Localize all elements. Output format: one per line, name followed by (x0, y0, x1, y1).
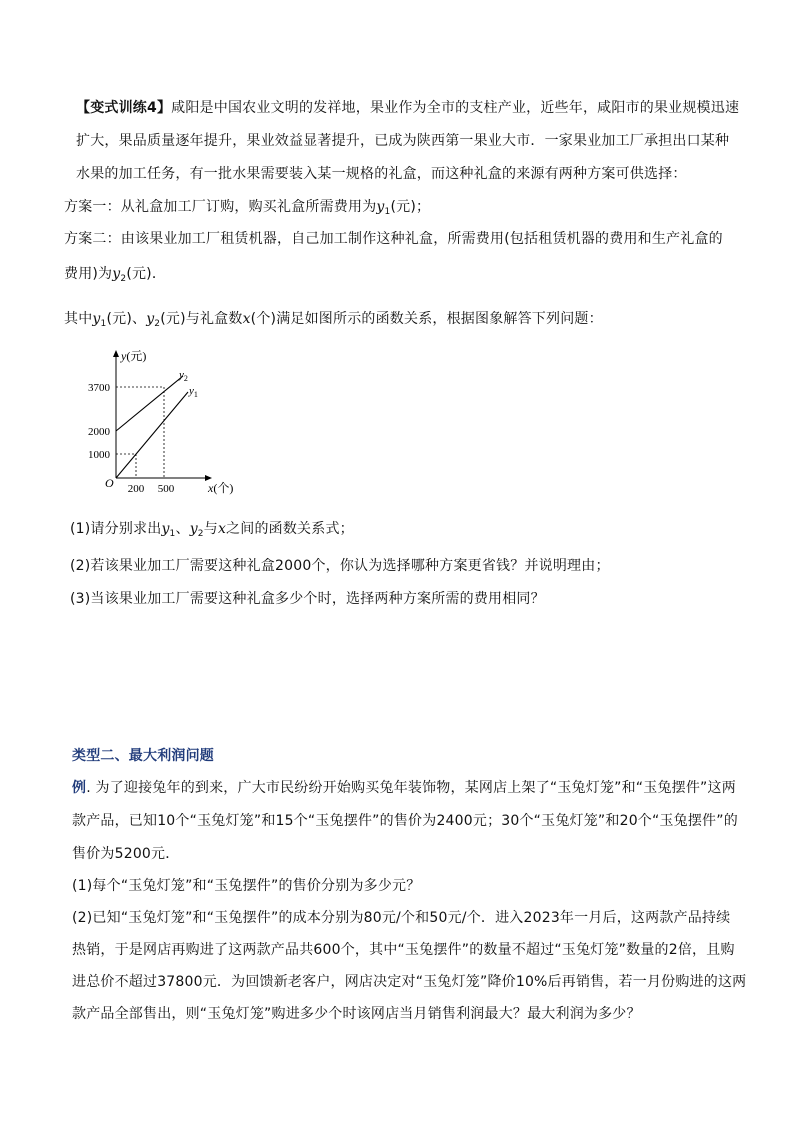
line-y1 (116, 392, 188, 478)
example-line2: 款产品，已知10个“玉兔灯笼”和15个“玉兔摆件”的售价为2400元；30个“玉兔灯笼”和20个“玉兔摆件”的 (72, 813, 738, 829)
y-tick-2000: 2000 (88, 426, 110, 438)
question-3: (3)当该果业加工厂需要这种礼盒多少个时，选择两种方案所需的费用相同？ (70, 591, 545, 607)
line-y2 (116, 376, 183, 431)
y-tick-1000: 1000 (88, 449, 110, 461)
x-tick-200: 200 (127, 483, 145, 495)
example-question-2-line4: 款产品全部售出，则“玉兔灯笼”购进多少个时该网店当月销售利润最大？最大利润为多少？ (72, 1006, 641, 1022)
question-1: (1)请分别求出$y_1$、$y_2$与x之间的函数关系式； (70, 521, 354, 539)
question-2: (2)若该果业加工厂需要这种礼盒2000个，你认为选择哪种方案更省钱？并说明理由； (70, 558, 610, 574)
x-axis-label: x(个) (208, 481, 234, 495)
example-line3: 售价为5200元． (72, 846, 180, 862)
label-y2: $y_2$ (179, 369, 188, 383)
plan2-line2: 费用)为$y_2$(元)． (64, 266, 167, 284)
y-tick-3700: 3700 (88, 382, 110, 394)
plan2-line1: 方案二：由该果业加工厂租赁机器，自己加工制作这种礼盒，所需费用(包括租赁机器的费用和生产礼盒的 (64, 231, 723, 247)
origin-label: O (105, 476, 114, 490)
example-question-2-line2: 热销，于是网店再购进了这两款产品共600个，其中“玉兔摆件”的数量不超过“玉兔灯笼”数量的2倍，且购 (72, 942, 735, 958)
label-y1: $y_1$ (189, 385, 198, 399)
example-question-1: (1)每个“玉兔灯笼”和“玉兔摆件”的售价分别为多少元？ (72, 878, 421, 894)
example-question-2-line1: (2)已知“玉兔灯笼”和“玉兔摆件”的成本分别为80元/个和50元/个．进入2023年一月后，这两款产品持续 (72, 910, 731, 926)
y-axis-label: y(元) (121, 349, 147, 363)
problem1-line1: 【变式训练4】咸阳是中国农业文明的发祥地，果业作为全市的支柱产业，近些年，咸阳市的果业规模迅速 (76, 100, 740, 116)
graph-intro: 其中$y_1$(元)、$y_2$(元)与礼盒数x(个)满足如图所示的函数关系，根据图象解答下列问题： (64, 311, 603, 329)
plan1: 方案一：从礼盒加工厂订购，购买礼盒所需费用为$y_1$(元)； (64, 199, 431, 217)
x-tick-500: 500 (157, 483, 175, 495)
example-line1: 例. 为了迎接兔年的到来，广大市民纷纷开始购买兔年装饰物，某网店上架了“玉兔灯笼”和“玉兔摆件”这两 (72, 780, 736, 796)
function-graph (80, 340, 260, 500)
problem1-line3: 水果的加工任务，有一批水果需要装入某一规格的礼盒，而这种礼盒的来源有两种方案可供选择： (76, 166, 687, 182)
y-axis-arrow (113, 350, 119, 357)
problem1-line2: 扩大，果品质量逐年提升，果业效益显著提升，已成为陕西第一果业大市．一家果业加工厂承担出口某种 (76, 133, 730, 149)
example-question-2-line3: 进总价不超过37800元．为回馈新老客户，网店决定对“玉兔灯笼”降价10%后再销售，若一月份购进的这两 (72, 974, 747, 990)
problem1-tag: 【变式训练4】 (76, 100, 172, 116)
example-label: 例 (72, 780, 87, 796)
section-heading: 类型二、最大利润问题 (72, 748, 214, 764)
